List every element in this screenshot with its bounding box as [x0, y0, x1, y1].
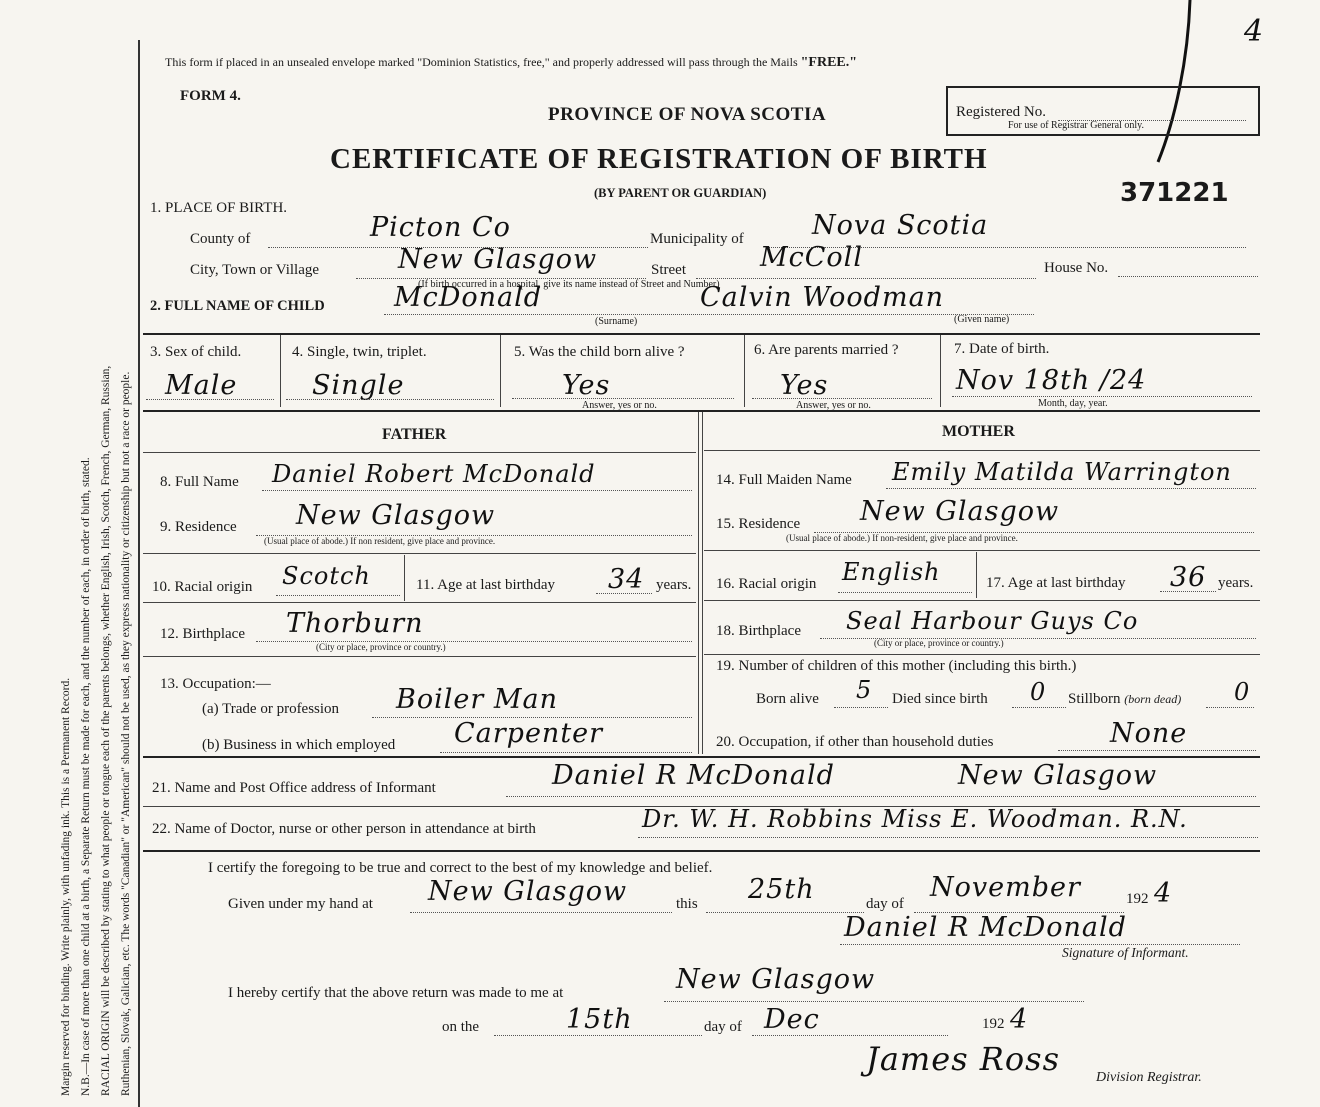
father-birthplace-caption: (City or place, province or country.): [316, 642, 446, 652]
father-trade-label: (a) Trade or profession: [202, 701, 340, 717]
father-birthplace-label: 12. Birthplace: [160, 626, 245, 642]
father-racial-label: 10. Racial origin: [152, 579, 253, 595]
child-name-label: 2. FULL NAME OF CHILD: [150, 298, 325, 314]
mother-occupation-value: None: [1110, 718, 1188, 749]
given-year-prefix: 192: [1126, 891, 1149, 907]
registrar-day-of-label: day of: [704, 1019, 742, 1035]
multiple-value: Single: [312, 370, 405, 401]
doctor-field-line: [638, 837, 1258, 838]
dob-caption: Month, day, year.: [1038, 398, 1108, 409]
divider: [404, 555, 405, 601]
alive-label: 5. Was the child born alive ?: [514, 344, 685, 360]
child-surname: McDonald: [394, 282, 543, 313]
county-value: Picton Co: [370, 212, 511, 243]
divider: [976, 552, 977, 598]
mother-residence-value: New Glasgow: [860, 496, 1060, 527]
certificate-number: 371221: [1120, 178, 1229, 208]
registrar-year-prefix: 192: [982, 1016, 1005, 1032]
dob-label: 7. Date of birth.: [954, 341, 1050, 357]
house-label: House No.: [1044, 260, 1109, 276]
divider: [704, 450, 1260, 451]
given-day-field-line: [706, 912, 864, 913]
father-age-label: 11. Age at last birthday: [416, 577, 555, 593]
mother-heading: MOTHER: [942, 423, 1015, 440]
mother-birthplace-caption: (City or place, province or country.): [874, 638, 1004, 648]
registered-label: Registered No.: [956, 104, 1046, 120]
mother-name-value: Emily Matilda Warrington: [892, 458, 1232, 486]
registered-box: [946, 86, 1260, 136]
father-racial-field-line: [276, 595, 400, 596]
registrar-day-field-line: [494, 1035, 702, 1036]
mother-racial-label: 16. Racial origin: [716, 576, 817, 592]
dob-value: Nov 18th /24: [956, 365, 1147, 396]
divider: [280, 335, 281, 407]
informant-address: New Glasgow: [958, 760, 1158, 791]
certify-statement: I certify the foregoing to be true and correct to the best of my knowledge and belief.: [208, 860, 713, 876]
father-residence-caption: (Usual place of abode.) If non resident, give place and province.: [264, 536, 496, 546]
father-racial-value: Scotch: [282, 562, 371, 590]
margin-rule: [138, 40, 140, 1107]
mother-children-label: 19. Number of children of this mother (including this birth.): [716, 658, 1077, 674]
married-label: 6. Are parents married ?: [754, 342, 899, 358]
parents-divider: [698, 412, 699, 754]
surname-caption: (Surname): [595, 316, 638, 327]
divider: [500, 335, 501, 407]
mother-racial-value: English: [842, 558, 941, 586]
informant-field-line: [506, 796, 1256, 797]
father-residence-value: New Glasgow: [296, 500, 496, 531]
given-place-value: New Glasgow: [428, 876, 628, 907]
mother-residence-label: 15. Residence: [716, 516, 801, 532]
born-alive-label: Born alive: [756, 691, 819, 707]
registrar-year-digit: 4: [1010, 1004, 1029, 1035]
given-day-value: 25th: [748, 874, 815, 905]
divider: [143, 656, 696, 657]
father-occupation-label: 13. Occupation:—: [160, 676, 271, 692]
registrar-month-value: Dec: [764, 1004, 820, 1035]
divider: [704, 600, 1260, 601]
divider-certification-top: [143, 850, 1260, 852]
place-heading: 1. PLACE OF BIRTH.: [150, 200, 288, 216]
street-label: Street: [651, 262, 686, 278]
page-subtitle: (BY PARENT OR GUARDIAN): [594, 186, 767, 200]
mother-name-label: 14. Full Maiden Name: [716, 472, 852, 488]
registrar-use-note: For use of Registrar General only.: [1008, 120, 1144, 131]
divider: [744, 335, 745, 407]
mother-birthplace-value: Seal Harbour Guys Co: [846, 607, 1139, 635]
parents-divider: [702, 412, 703, 754]
given-year-digit: 4: [1154, 878, 1173, 909]
corner-mark: 4: [1244, 14, 1265, 49]
registrar-place-value: New Glasgow: [676, 964, 876, 995]
father-birthplace-value: Thorburn: [286, 608, 424, 639]
sex-value: Male: [165, 370, 238, 401]
municipality-value: Nova Scotia: [812, 210, 989, 241]
house-field-line: [1118, 276, 1258, 277]
divider-informant-top: [143, 756, 1260, 758]
doctor-value: Dr. W. H. Robbins Miss E. Woodman. R.N.: [642, 805, 1188, 833]
father-years-label: years.: [656, 577, 692, 593]
multiple-field-line: [286, 399, 494, 400]
married-value: Yes: [780, 370, 829, 401]
registrar-place-field-line: [664, 1001, 1084, 1002]
street-field-line: [696, 278, 1036, 279]
divider: [940, 335, 941, 407]
divider: [143, 602, 696, 603]
alive-field-line: [512, 398, 734, 399]
died-label: Died since birth: [892, 691, 988, 707]
divider: [704, 654, 1260, 655]
hospital-note: (If birth occurred in a hospital, give its name instead of Street and Number): [418, 279, 720, 290]
dob-field-line: [952, 396, 1252, 397]
registrar-day-value: 15th: [566, 1004, 633, 1035]
mother-years-label: years.: [1218, 575, 1254, 591]
registrar-caption: Division Registrar.: [1096, 1070, 1202, 1085]
alive-caption: Answer, yes or no.: [582, 400, 657, 411]
child-given-name: Calvin Woodman: [700, 282, 945, 313]
margin-line-4: Ruthenian, Slovak, Galician, etc. The words "Canadian" or "American" should not be used, as they express nationality or citizenship but not a race or people.: [120, 371, 132, 1096]
stillborn-label: Stillborn (born dead): [1068, 691, 1182, 707]
mother-occupation-field-line: [1058, 750, 1256, 751]
mother-racial-field-line: [838, 592, 972, 593]
mail-notice: This form if placed in an unsealed envelope marked "Dominion Statistics, free," and properly addressed will pass through the Mails "FREE.": [165, 55, 858, 70]
mother-age-label: 17. Age at last birthday: [986, 575, 1126, 591]
divider: [143, 452, 696, 453]
divider: [143, 553, 696, 554]
sex-label: 3. Sex of child.: [150, 344, 242, 360]
divider: [704, 550, 1260, 551]
alive-value: Yes: [562, 370, 611, 401]
father-heading: FATHER: [382, 426, 447, 443]
signature-caption: Signature of Informant.: [1062, 945, 1189, 960]
father-name-label: 8. Full Name: [160, 474, 239, 490]
day-of-label: day of: [866, 896, 904, 912]
margin-line-3: RACIAL ORIGIN will be described by stating to what people or tongue each of the parents belongs, whether English, Irish, Scotch, French, German, Russian,: [100, 365, 112, 1096]
given-place-field-line: [410, 912, 672, 913]
died-value: 0: [1030, 678, 1047, 706]
pen-stroke: [1130, 0, 1210, 170]
informant-signature: Daniel R McDonald: [844, 912, 1127, 943]
mother-birthplace-label: 18. Birthplace: [716, 623, 801, 639]
given-name-caption: (Given name): [954, 314, 1010, 325]
doctor-label: 22. Name of Doctor, nurse or other person in attendance at birth: [152, 821, 536, 837]
registrar-statement: I hereby certify that the above return was made to me at: [228, 985, 564, 1001]
registrar-month-field-line: [752, 1035, 948, 1036]
given-month-value: November: [930, 872, 1081, 903]
stillborn-field-line: [1206, 707, 1254, 708]
page-title: CERTIFICATE OF REGISTRATION OF BIRTH: [330, 143, 988, 175]
divider-top: [143, 333, 1260, 335]
street-value: McColl: [760, 242, 863, 273]
mother-name-field-line: [886, 488, 1256, 489]
city-label: City, Town or Village: [190, 262, 320, 278]
municipality-label: Municipality of: [650, 231, 744, 247]
father-trade-value: Boiler Man: [396, 684, 558, 715]
registrar-signature: James Ross: [866, 1040, 1060, 1078]
married-caption: Answer, yes or no.: [796, 400, 871, 411]
father-name-value: Daniel Robert McDonald: [272, 460, 596, 488]
married-field-line: [752, 398, 932, 399]
given-under-label: Given under my hand at: [228, 896, 373, 912]
margin-line-1: Margin reserved for binding. Write plainly, with unfading ink. This is a Permanent Record.: [60, 677, 72, 1096]
father-age-value: 34: [608, 564, 645, 595]
margin-line-2: N.B.—In case of more than one child at a birth, a Separate Return must be made for each, and the number of each, in order of birth, stated.: [80, 457, 92, 1096]
sex-field-line: [146, 399, 274, 400]
province-heading: PROVINCE OF NOVA SCOTIA: [548, 104, 827, 125]
city-value: New Glasgow: [398, 244, 598, 275]
father-business-label: (b) Business in which employed: [202, 737, 396, 753]
this-label: this: [676, 896, 698, 912]
born-alive-field-line: [834, 707, 888, 708]
stillborn-value: 0: [1234, 678, 1251, 706]
mother-occupation-label: 20. Occupation, if other than household duties: [716, 734, 994, 750]
on-the-label: on the: [442, 1019, 480, 1035]
informant-label: 21. Name and Post Office address of Informant: [152, 780, 436, 796]
mother-residence-caption: (Usual place of abode.) If non-resident, give place and province.: [786, 533, 1018, 543]
child-name-field-line: [384, 314, 1034, 315]
born-alive-value: 5: [856, 676, 873, 704]
informant-name: Daniel R McDonald: [552, 760, 835, 791]
father-residence-label: 9. Residence: [160, 519, 237, 535]
father-name-field-line: [262, 490, 692, 491]
father-business-value: Carpenter: [454, 718, 604, 749]
father-business-field-line: [440, 752, 692, 753]
mother-age-value: 36: [1170, 562, 1207, 593]
form-number: FORM 4.: [180, 88, 241, 104]
county-label: County of: [190, 231, 251, 247]
died-field-line: [1012, 707, 1066, 708]
multiple-label: 4. Single, twin, triplet.: [292, 344, 427, 360]
